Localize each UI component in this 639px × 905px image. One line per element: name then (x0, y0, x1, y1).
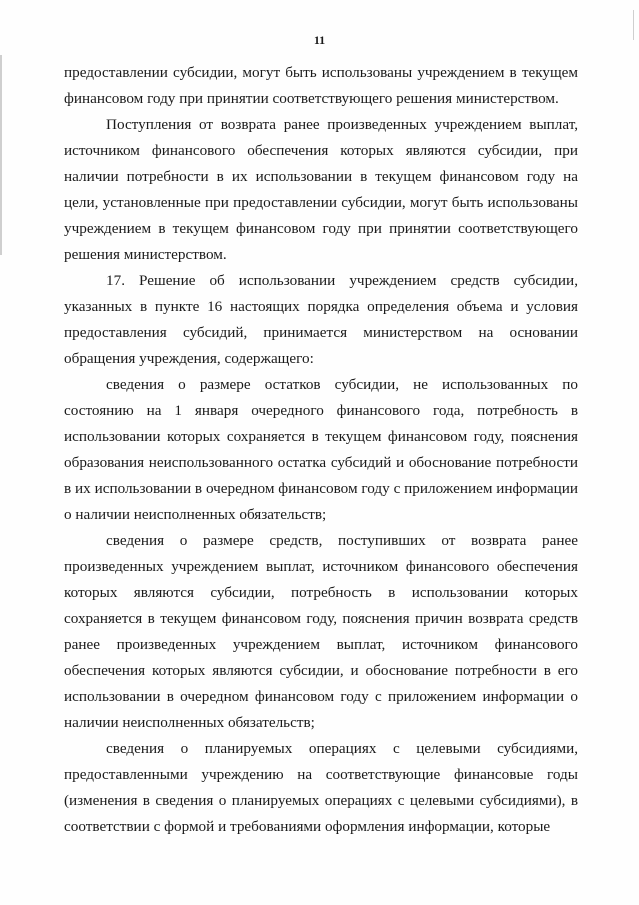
paragraph-balance-info: сведения о размере остатков субсидии, не использованных по состоянию на 1 января очередного финансового года, потребность в использовании которых сохраняется в текущем финансовом году, пояснения образования неиспользованного остатка субсидий и обоснование потребности в их использовании в очередном финансовом году с приложением информации о наличии неисполненных обязательств; (64, 376, 578, 523)
paragraph-refund-receipts: Поступления от возврата ранее произведенных учреждением выплат, источником финансового обеспечения которых являются субсидии, при наличии потребности в их использовании в текущем финансовом году на цели, установленные при предоставлении субсидии, могут быть использованы учреждением в текущем финансовом году при принятии соответствующего решения министерством. (64, 116, 578, 263)
paragraph-planned-operations: сведения о планируемых операциях с целевыми субсидиями, предоставленными учреждению на соответствующие финансовые годы (изменения в сведения о планируемых операциях с целевыми субсидиями), в соответствии с формой и требованиями оформления информации, которые (64, 740, 578, 835)
paragraph-clause-17: 17. Решение об использовании учреждением средств субсидии, указанных в пункте 16 настоящих порядка определения объема и условия предоставления субсидий, принимается министерством на основании обращения учреждения, содержащего: (64, 272, 578, 367)
paragraph-refund-info: сведения о размере средств, поступивших от возврата ранее произведенных учреждением выплат, источником финансового обеспечения которых являются субсидии, потребность в использовании которых сохраняется в текущем финансовом году, пояснения причин возврата средств ранее произведенных учреждением выплат, источником финансового обеспечения которых являются субсидии, и обоснование потребности в его использовании в очередном финансовом году с приложением информации о наличии неисполненных обязательств; (64, 532, 578, 731)
scan-edge-mark (633, 10, 634, 40)
scan-edge-mark (0, 55, 2, 255)
page-number: 11 (313, 33, 326, 47)
paragraph-continuation: предоставлении субсидии, могут быть использованы учреждением в текущем финансовом году при принятии соответствующего решения министерством. (64, 64, 578, 107)
document-body (64, 60, 578, 840)
